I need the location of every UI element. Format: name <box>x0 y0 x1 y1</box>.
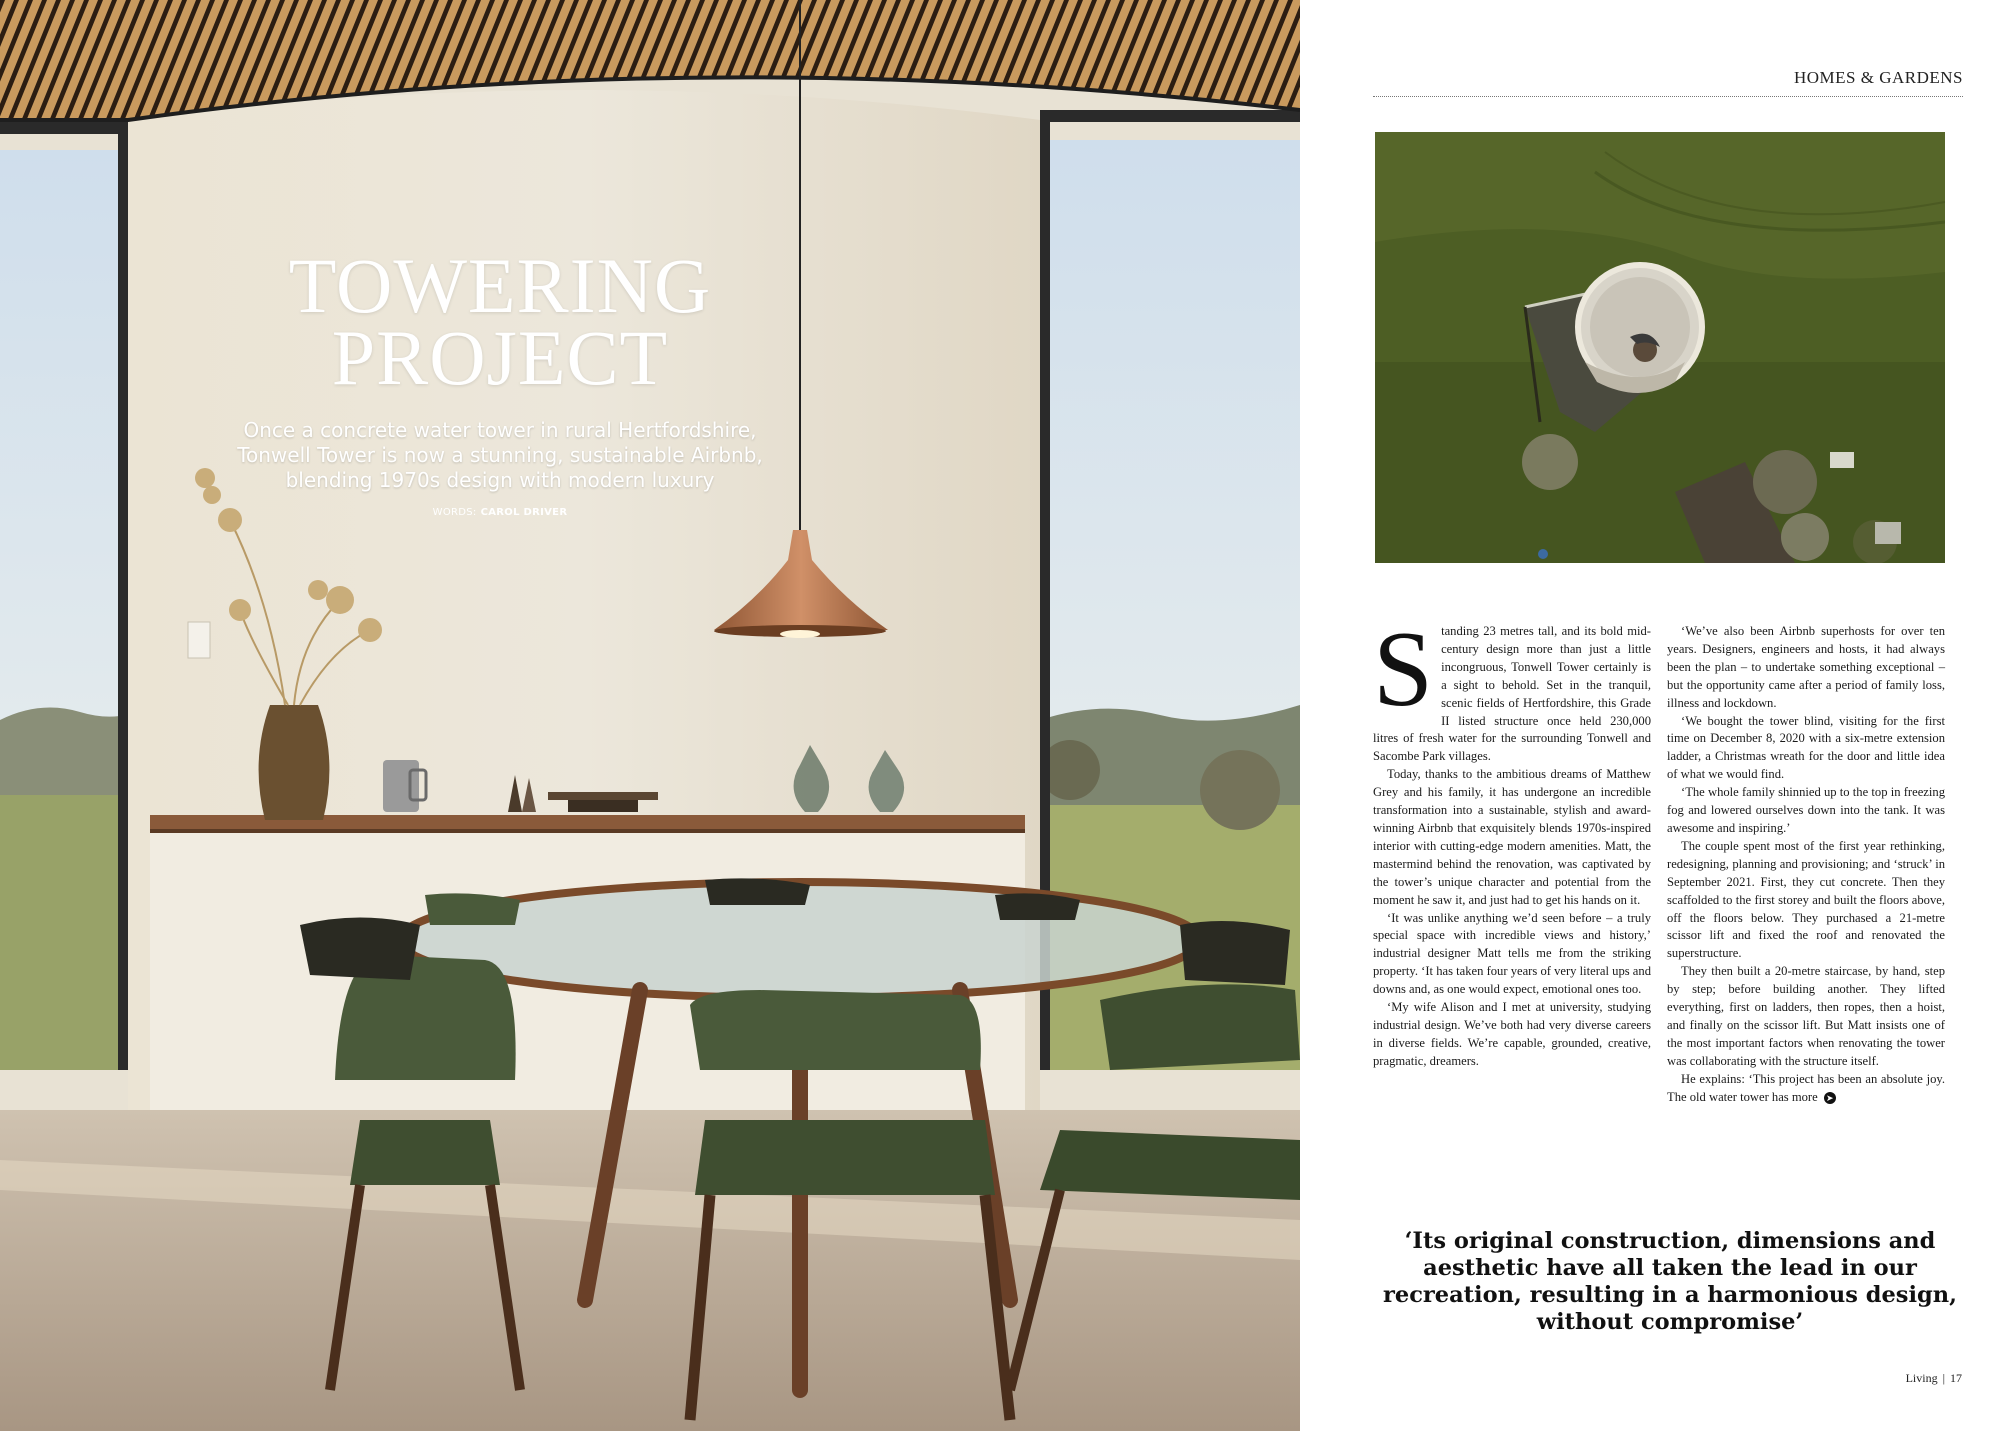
pull-quote: ‘Its original construction, dimensions and aesthetic have all taken the lead in our recreation, resulting in a harmonious design, without compromise’ <box>1383 1228 1957 1335</box>
section-rule <box>1373 96 1963 97</box>
section-label: HOMES & GARDENS <box>1793 68 1963 87</box>
byline-author: CAROL DRIVER <box>480 507 568 518</box>
article-paragraph: The couple spent most of the first year rethinking, redesigning, planning and provisioning; and ‘struck’ in September 2021. First, they cut concrete. Then they scaffolded to the first storey and built the floors above, off the floors below. They purchased a 21-metre scissor lift and fixed the roof and renovated the superstructure. <box>1667 838 1945 961</box>
article-paragraph: ‘It was unlike anything we’d seen before – a truly special space with incredible views and history,’ industrial designer Matt tells me from the striking property. ‘It has taken four years of very literal ups and downs and, as one would expect, emotional ones too. <box>1373 910 1651 997</box>
article-paragraph: ‘My wife Alison and I met at university, studying industrial design. We’ve both had very diverse careers in diverse fields. We’re capable, grounded, creative, pragmatic, dreamers. <box>1373 1000 1651 1068</box>
article-paragraph <box>1373 610 1651 766</box>
paragraph-text: He explains: ‘This project has been an absolute joy. The old water tower has more <box>1667 1071 1945 1104</box>
byline <box>220 507 780 518</box>
aerial-photo <box>1375 132 1945 563</box>
headline-line-2: PROJECT <box>331 314 669 401</box>
article-column-2 <box>1667 623 1945 1106</box>
right-page <box>1300 0 2012 1431</box>
standfirst: Once a concrete water tower in rural Hertfordshire, Tonwell Tower is now a stunning, sustainable Airbnb, blending 1970s design with modern luxury <box>237 418 763 492</box>
title-block <box>220 242 780 518</box>
article-column-1 <box>1373 610 1651 1071</box>
folio-page-number: 17 <box>1950 1371 1962 1385</box>
article-paragraph <box>1667 1071 1945 1107</box>
folio-separator: | <box>1942 1371 1945 1385</box>
continue-arrow-icon[interactable]: ➤ <box>1824 1092 1836 1104</box>
drop-cap: S <box>1373 610 1434 729</box>
headline <box>220 242 780 401</box>
article-paragraph: ‘We bought the tower blind, visiting for the first time on December 8, 2020 with a six-metre extension ladder, a Christmas wreath for the door and little idea of what we would find. <box>1667 713 1945 782</box>
article-paragraph: ‘We’ve also been Airbnb superhosts for over ten years. Designers, engineers and hosts, it had always been the plan – to undertake something exceptional – but the opportunity came after a period of family loss, illness and lockdown. <box>1667 624 1945 710</box>
folio-magazine: Living <box>1905 1371 1938 1385</box>
paragraph-text: tanding 23 metres tall, and its bold mid-century design more than just a little incongruous, Tonwell Tower certainly is a sight to behold. Set in the tranquil, scenic fields of Hertfordshire, this Grade II listed structure once held 230,000 litres of fresh water for the surrounding Tonwell and Sacombe Park villages. <box>1373 624 1651 764</box>
headline-line-1: TOWERING <box>288 242 712 329</box>
folio <box>1840 1371 1962 1386</box>
article-paragraph: They then built a 20-metre staircase, by hand, step by step; before building another. They lifted everything, first on ladders, then ropes, then a hoist, and finally on the scissor lift. But Matt insists one of the most important factors when renovating the tower was collaborating with the structure itself. <box>1667 964 1945 1068</box>
article-paragraph: Today, thanks to the ambitious dreams of Matthew Grey and his family, it has undergone an incredible transformation into a sustainable, stylish and award-winning Airbnb that exquisitely blends 1970s-inspired interior with cutting-edge modern amenities. Matt, the mastermind behind the renovation, was captivated by the tower’s unique character and potential from the moment he saw it, and just had to get his hands on it. <box>1373 767 1651 907</box>
aerial-photo-image <box>1375 132 1945 563</box>
byline-label: WORDS: <box>432 507 477 518</box>
article-paragraph: ‘The whole family shinnied up to the top in freezing fog and lowered ourselves down into the tank. It was awesome and inspiring.’ <box>1667 785 1945 835</box>
